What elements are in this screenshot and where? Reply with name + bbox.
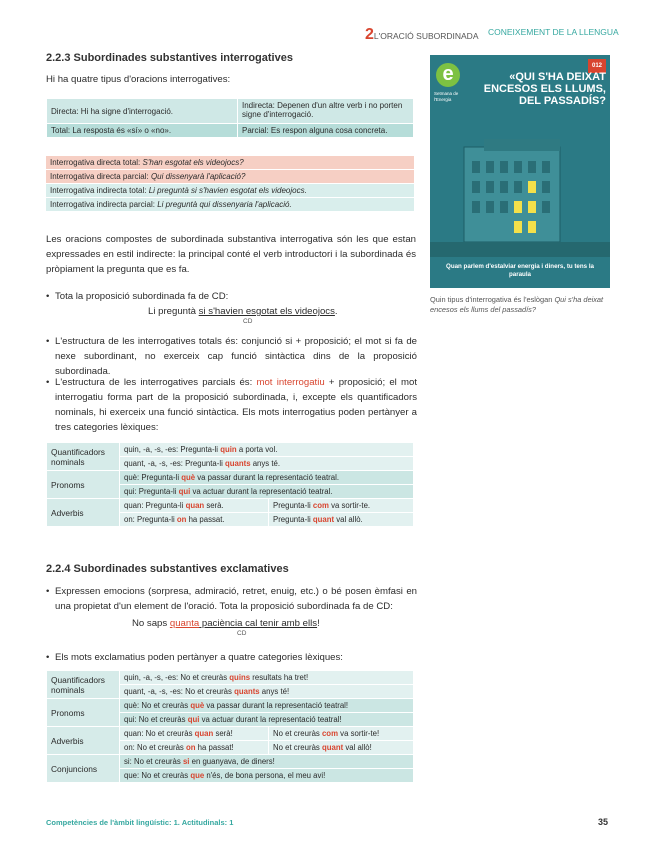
campaign-poster <box>430 55 610 288</box>
cd-label: CD <box>237 630 247 637</box>
badge: 012 <box>588 59 606 73</box>
type-total: Total: La resposta és «sí» o «no». <box>47 124 238 138</box>
cat-quantifiers: Quantificadors nominals <box>47 443 120 471</box>
poster-headline: «QUI S'HA DEIXAT ENCESOS ELS LLUMS, DEL PASSADÍS? <box>483 71 606 107</box>
chapter-title: L'ORACIÓ SUBORDINADA <box>373 31 479 41</box>
running-header <box>365 26 479 44</box>
bullet-partials: L'estructura de les interrogatives parcials és: mot interrogatiu + proposició; el mot interrogatiu forma part de la proposició subordinada, i, excepte els quantificadors nominals, hi exerceix una funció sintàctica. Els mots interrogatius poden pertànyer a tres categories lèxiques: <box>55 377 417 433</box>
type-indirect: Indirecta: Depenen d'un altre verb i no porten signe d'interrogació. <box>238 99 414 124</box>
section-heading-exclamatives: 2.2.4 Subordinades substantives exclamatives <box>46 563 289 575</box>
type-partial: Parcial: Es respon alguna cosa concreta. <box>238 124 414 138</box>
exclamative-categories-table <box>46 670 414 783</box>
examples-table <box>46 156 414 212</box>
example-row: Interrogativa indirecta total: Li preguntà si s'havien esgotat els videojocs. <box>46 184 414 198</box>
cat-row: quin, -a, -s, -es: Pregunta-li quin a porta vol. <box>120 443 414 457</box>
building-illustration-icon <box>430 137 610 257</box>
poster-tagline: Quan parlem d'estalviar energia i diners, tu tens la paraula <box>446 263 594 278</box>
section-heading-interrogatives: 2.2.3 Subordinades substantives interrogatives <box>46 52 293 64</box>
cat-row: quant, -a, -s, -es: Pregunta-li quants anys té. <box>120 457 414 471</box>
cat-row: que: No et creuràs que n'és, de bona persona, el meu avi! <box>120 769 414 783</box>
chapter-number: 2 <box>365 26 374 43</box>
example-row: Interrogativa directa total: S'han esgotat els videojocs? <box>46 156 414 170</box>
cat-row: on: No et creuràs on ha passat! <box>120 741 269 755</box>
cd-label: CD <box>243 318 253 325</box>
cat-adverbs: Adverbis <box>47 499 120 527</box>
footer-competences: Competències de l'àmbit lingüístic: 1. Actitudinals: 1 <box>46 818 234 827</box>
cat-row: qui: No et creuràs qui va actuar durant la representació teatral! <box>120 713 414 727</box>
cat-row: què: Pregunta-li què va passar durant la representació teatral. <box>120 471 414 485</box>
interrogative-categories-table <box>46 442 414 527</box>
cat-row: què: No et creuràs què va passar durant la representació teatral! <box>120 699 414 713</box>
cat-row: No et creuràs quant val allò! <box>269 741 414 755</box>
page-number: 35 <box>598 817 609 827</box>
cat-quantifiers: Quantificadors nominals <box>47 671 120 699</box>
example-exclamative: No saps quanta paciència cal tenir amb ells! <box>132 618 320 629</box>
example-row: Interrogativa indirecta parcial: Li preguntà qui dissenyaria l'aplicació. <box>46 198 414 212</box>
example-row: Interrogativa directa parcial: Qui dissenyarà l'aplicació? <box>46 170 414 184</box>
cat-conjunctions: Conjuncions <box>47 755 120 783</box>
cat-row: si: No et creuràs si en guanyava, de diners! <box>120 755 414 769</box>
example-cd: Li preguntà si s'havien esgotat els videojocs. <box>148 306 338 317</box>
bullet-exclamatives: Expressen emocions (sorpresa, admiració, retret, enuig, etc.) o bé posen èmfasi en una propietat d'un element de l'oració. Tota la proposició subordinada fa de CD: <box>55 586 417 612</box>
section-title: CONEIXEMENT DE LA LLENGUA <box>488 27 619 37</box>
cat-row: on: Pregunta-li on ha passat. <box>120 513 269 527</box>
cat-row: qui: Pregunta-li qui va actuar durant la representació teatral. <box>120 485 414 499</box>
cat-row: Pregunta-li quant val allò. <box>269 513 414 527</box>
energy-logo-icon: e <box>436 63 460 87</box>
cat-pronouns: Pronoms <box>47 471 120 499</box>
cat-pronouns: Pronoms <box>47 699 120 727</box>
type-direct: Directa: Hi ha signe d'interrogació. <box>47 99 238 124</box>
intro-text: Hi ha quatre tipus d'oracions interrogatives: <box>46 74 231 85</box>
cat-row: quan: No et creuràs quan serà! <box>120 727 269 741</box>
types-table <box>46 98 414 138</box>
cat-row: quant, -a, -s, -es: No et creuràs quants anys té! <box>120 685 414 699</box>
bullet-exclamative-categories: Els mots exclamatius poden pertànyer a quatre categories lèxiques: <box>55 652 343 663</box>
cat-row: quin, -a, -s, -es: No et creuràs quins resultats ha tret! <box>120 671 414 685</box>
logo-subtitle: Setmana de l'Energia <box>434 91 459 102</box>
bullet-cd: Tota la proposició subordinada fa de CD: <box>55 291 229 302</box>
bullet-totals: L'estructura de les interrogatives totals és: conjunció si + proposició; el mot si fa de nexe subordinant, no exerceix cap funció sintàctica dins de la proposició subordinada. <box>55 336 417 377</box>
poster-caption: Quin tipus d'interrogativa és l'eslògan Qui s'ha deixat encesos els llums del passadís? <box>430 295 604 314</box>
paragraph-definition: Les oracions compostes de subordinada substantiva interrogativa són les que estan expressades en estil indirecte: la principal conté el verb introductori i la subordinada és pròpiament la pregunta que es fa. <box>46 234 416 275</box>
cat-row: quan: Pregunta-li quan serà. <box>120 499 269 513</box>
cat-row: No et creuràs com va sortir-te! <box>269 727 414 741</box>
cat-row: Pregunta-li com va sortir-te. <box>269 499 414 513</box>
cat-adverbs: Adverbis <box>47 727 120 755</box>
